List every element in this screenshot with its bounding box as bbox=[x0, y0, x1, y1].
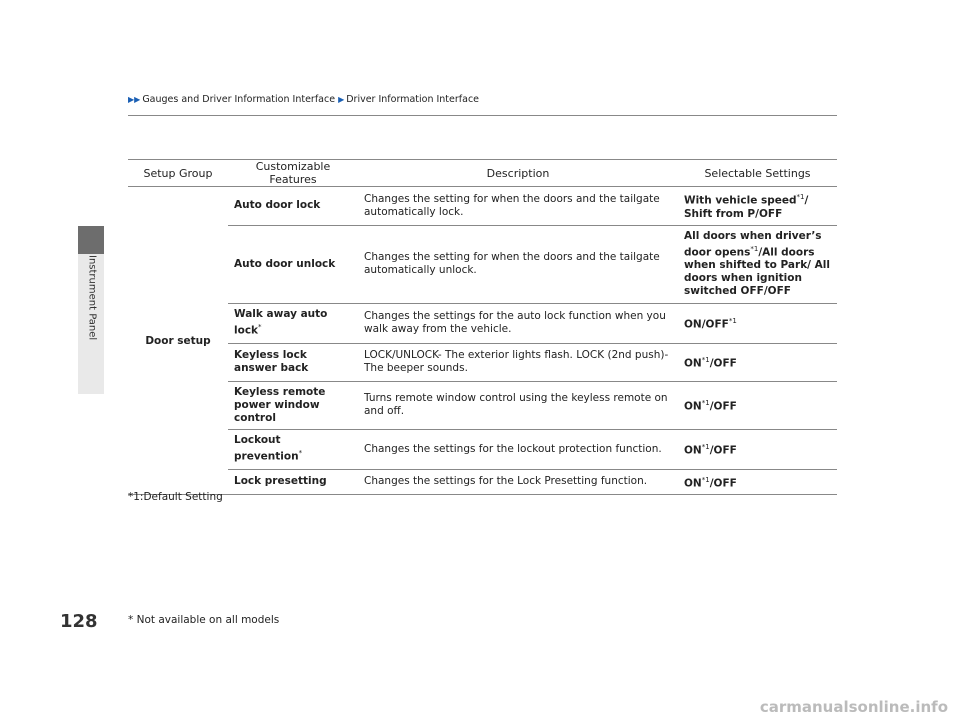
settings-cell: With vehicle speed$^{*1}$/ Shift from P/OFF bbox=[678, 187, 837, 226]
setup-group-cell: Door setup bbox=[128, 187, 228, 495]
feature-label: Keyless remote power window control bbox=[234, 385, 326, 424]
feature-cell bbox=[228, 469, 358, 495]
settings-cell: All doors when driver’s door opens$^{*1}$/All doors when shifted to Park/ All doors when ignition switched OFF/OFF bbox=[678, 225, 837, 303]
description-cell: Changes the settings for the auto lock function when you walk away from the vehicle. bbox=[358, 303, 678, 343]
breadcrumb-arrow-icon: ▶▶ bbox=[128, 95, 141, 104]
feature-label: Keyless lock answer back bbox=[234, 349, 309, 374]
feature-cell bbox=[228, 429, 358, 469]
description-cell: Changes the settings for the Lock Presetting function. bbox=[358, 469, 678, 495]
header-features: Customizable Features bbox=[228, 160, 358, 187]
breadcrumb-item-1[interactable]: Gauges and Driver Information Interface bbox=[142, 94, 336, 105]
feature-cell bbox=[228, 303, 358, 343]
footnote: * Not available on all models bbox=[128, 614, 280, 626]
header-setup-group: Setup Group bbox=[128, 160, 228, 187]
feature-cell bbox=[228, 381, 358, 429]
breadcrumb-arrow-icon: ▶ bbox=[338, 95, 345, 104]
settings-table bbox=[128, 159, 837, 495]
description-cell: Changes the setting for when the doors and the tailgate automatically lock. bbox=[358, 187, 678, 226]
settings-cell: ON$^{*1}$/OFF bbox=[678, 381, 837, 429]
table-header-row bbox=[128, 160, 837, 187]
feature-label: Walk away auto lock bbox=[234, 308, 328, 337]
description-cell: Changes the setting for when the doors and the tailgate automatically unlock. bbox=[358, 225, 678, 303]
header-divider bbox=[128, 115, 837, 116]
chapter-tab bbox=[78, 226, 104, 254]
header-settings: Selectable Settings bbox=[678, 160, 837, 187]
feature-label: Auto door unlock bbox=[234, 257, 336, 270]
table-row bbox=[128, 303, 837, 343]
default-setting-note: *1:Default Setting bbox=[128, 491, 223, 503]
feature-label: Lockout prevention bbox=[234, 434, 299, 463]
settings-cell: ON$^{*1}$/OFF bbox=[678, 469, 837, 495]
watermark: carmanualsonline.info bbox=[759, 698, 948, 716]
feature-cell bbox=[228, 343, 358, 381]
page-number: 128 bbox=[60, 611, 98, 632]
table-row bbox=[128, 225, 837, 303]
header-description: Description bbox=[358, 160, 678, 187]
breadcrumb-item-2[interactable]: Driver Information Interface bbox=[346, 94, 480, 105]
feature-note: * bbox=[258, 323, 262, 332]
table-row bbox=[128, 187, 837, 226]
feature-note: * bbox=[298, 449, 303, 458]
table-row bbox=[128, 469, 837, 495]
table-row bbox=[128, 381, 837, 429]
breadcrumb bbox=[128, 94, 479, 105]
description-cell: LOCK/UNLOCK- The exterior lights flash. LOCK (2nd push)- The beeper sounds. bbox=[358, 343, 678, 381]
description-cell: Turns remote window control using the keyless remote on and off. bbox=[358, 381, 678, 429]
feature-label: Lock presetting bbox=[234, 475, 327, 488]
table-row bbox=[128, 343, 837, 381]
feature-cell bbox=[228, 187, 358, 226]
description-cell: Changes the settings for the lockout protection function. bbox=[358, 429, 678, 469]
settings-cell: ON$^{*1}$/OFF bbox=[678, 343, 837, 381]
table-row bbox=[128, 429, 837, 469]
feature-label: Auto door lock bbox=[234, 199, 321, 212]
chapter-label: Instrument Panel bbox=[86, 255, 98, 341]
settings-cell: ON$^{*1}$/OFF bbox=[678, 429, 837, 469]
feature-cell bbox=[228, 225, 358, 303]
settings-cell: ON/OFF$^{*1}$ bbox=[678, 303, 837, 343]
